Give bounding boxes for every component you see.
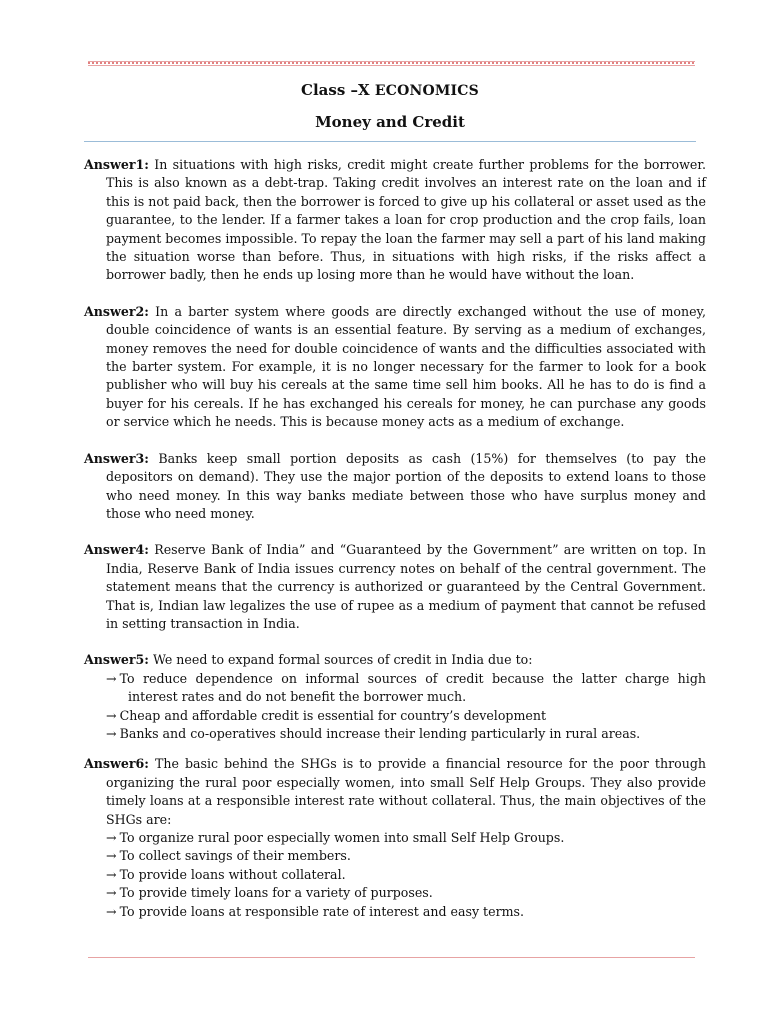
answer-6-label: Answer6: xyxy=(84,756,149,772)
answer-4 xyxy=(84,541,706,633)
class-heading xyxy=(84,80,696,101)
list-item: → To provide loans without collateral. xyxy=(106,866,346,882)
list-item: → To provide timely loans for a variety of purposes. xyxy=(106,885,433,901)
list-item: → To provide loans at responsible rate of interest and easy terms. xyxy=(106,903,525,919)
subject-label: ECONOMICS xyxy=(374,83,479,99)
list-item: → To organize rural poor especially women into small Self Help Groups. xyxy=(106,830,565,845)
answer-6-text: The basic behind the SHGs is to provide a financial resource for the poor through organizing the rural poor especially women, into small Self Help Groups. They also provide timely loans at a responsible interest rate without collateral. Thus, the main objectives of the SHGs are: xyxy=(106,756,706,827)
answer-1 xyxy=(84,156,706,285)
answer-5 xyxy=(84,651,706,743)
arrow-icon: → xyxy=(106,707,117,723)
bottom-decorative-rule xyxy=(88,957,695,958)
answer-1-label: Answer1: xyxy=(84,157,149,172)
title-divider xyxy=(84,141,696,142)
answer-2-text: In a barter system where goods are directly exchanged without the use of money, double coincidence of wants is an essential feature. By serving as a medium of exchanges, money removes the need for double coincidence of wants and the difficulties associated with the barter system. For example, it is no longer necessary for the farmer to look for a book publisher who will buy his cereals at the same time sell him books. All he has to do is find a buyer for his cereals. If he has exchanged his cereals for money, he can purchase any goods or service which he needs. This is because money acts as a medium of exchange. xyxy=(106,303,706,430)
answer-3-label: Answer3: xyxy=(84,450,149,466)
answer-4-paragraph xyxy=(84,541,706,633)
list-item: → To collect savings of their members. xyxy=(106,848,351,864)
answer-5-text: We need to expand formal sources of credit in India due to: xyxy=(152,652,533,668)
arrow-icon: → xyxy=(106,725,117,741)
answer-2 xyxy=(84,303,706,432)
arrow-icon: → xyxy=(106,830,117,845)
answer-6 xyxy=(84,755,706,921)
list-item: → Cheap and affordable credit is essential for country’s development xyxy=(106,707,547,723)
answers-section xyxy=(84,156,706,939)
page-title: Money and Credit xyxy=(315,113,465,131)
answer-3 xyxy=(84,450,706,524)
answer-5-paragraph xyxy=(84,651,706,669)
answer-6-paragraph xyxy=(84,755,706,829)
answer-3-paragraph xyxy=(84,450,706,524)
list-item: → To reduce dependence on informal sources of credit because the latter charge high interest rates and do not benefit the borrower much. xyxy=(106,670,706,705)
answer-4-text: Reserve Bank of India” and “Guaranteed by the Government” are written on top. In India, Reserve Bank of India issues currency notes on behalf of the central government. The statement means that the currency is authorized or guaranteed by the Central Government. That is, Indian law legalizes the use of rupee as a medium of payment that cannot be refused in setting transaction in India. xyxy=(106,542,706,631)
answer-1-paragraph xyxy=(84,156,706,285)
top-decorative-rule xyxy=(88,61,695,66)
answer-5-label: Answer5: xyxy=(84,652,149,668)
arrow-icon: → xyxy=(106,903,117,919)
class-label: Class –X xyxy=(301,81,370,99)
answer-4-label: Answer4: xyxy=(84,542,149,558)
answer-2-paragraph xyxy=(84,303,706,432)
answer-2-label: Answer2: xyxy=(84,303,149,319)
arrow-icon: → xyxy=(106,866,117,882)
answer-6-list xyxy=(84,829,706,921)
list-item: → Banks and co-operatives should increase their lending particularly in rural areas. xyxy=(106,725,641,741)
arrow-icon: → xyxy=(106,885,117,901)
arrow-icon: → xyxy=(106,670,117,686)
answer-1-text: In situations with high risks, credit might create further problems for the borrower. This is also known as a debt-trap. Taking credit involves an interest rate on the loan and if this is not paid back, then the borrower is forced to give up his collateral or asset used as the guarantee, to the lender. If a farmer takes a loan for crop production and the crop fails, loan payment becomes impossible. To repay the loan the farmer may sell a part of his land making the situation worse than before. Thus, in situations with high risks, if the risks affect a borrower badly, then he ends up losing more than he would have without the loan. xyxy=(106,157,706,283)
answer-3-text: Banks keep small portion deposits as cash (15%) for themselves (to pay the depositors on demand). They use the major portion of the deposits to extend loans to those who need money. In this way banks mediate between those who have surplus money and those who need money. xyxy=(106,450,706,521)
arrow-icon: → xyxy=(106,848,117,864)
answer-5-list xyxy=(84,670,706,744)
